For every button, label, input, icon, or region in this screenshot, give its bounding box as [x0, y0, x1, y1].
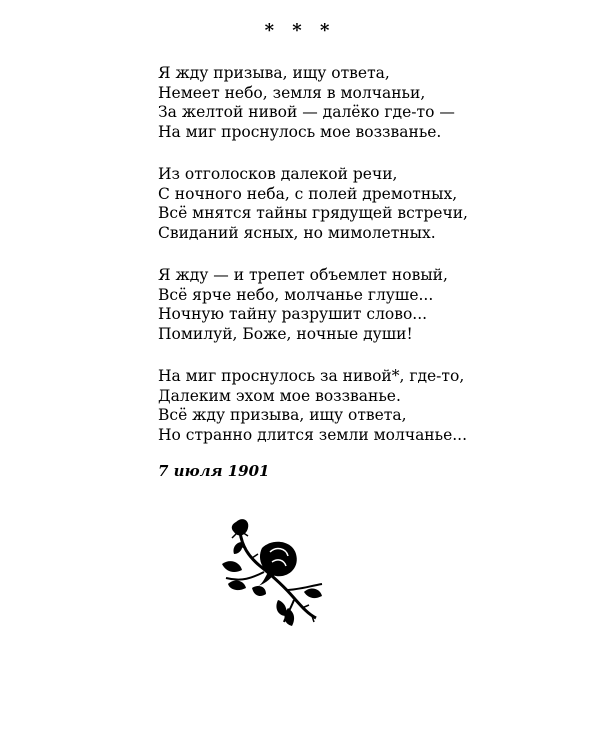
- poem-line: Немеет небо, земля в молчаньи,: [158, 83, 426, 102]
- poem-line: Всё ярче небо, молчанье глуше...: [158, 285, 434, 304]
- poem-line: С ночного неба, с полей дремотных,: [158, 184, 458, 203]
- rose-branch-icon: [212, 512, 332, 632]
- poem: [158, 64, 578, 481]
- poem-date: 7 июля 1901: [158, 462, 270, 480]
- stanza-1: [158, 64, 578, 142]
- stanza-4: [158, 367, 578, 445]
- poem-line: Ночную тайну разрушит слово...: [158, 305, 428, 323]
- poem-line: Я жду призыва, ищу ответа,: [158, 64, 390, 82]
- stanza-3: [158, 266, 578, 344]
- poem-line: Из отголосков далекой речи,: [158, 165, 398, 183]
- poem-line: Помилуй, Боже, ночные души!: [158, 324, 413, 343]
- poem-line: Свиданий ясных, но мимолетных.: [158, 223, 436, 242]
- stanza-2: [158, 165, 578, 243]
- poem-line: Я жду — и трепет объемлет новый,: [158, 266, 448, 284]
- poem-line: На миг проснулось мое воззванье.: [158, 122, 442, 141]
- section-separator: * * *: [264, 20, 336, 41]
- poem-line: Всё жду призыва, ищу ответа,: [158, 406, 407, 424]
- poem-line: Всё мнятся тайны грядущей встречи,: [158, 204, 468, 222]
- poem-line: За желтой нивой — далёко где-то —: [158, 103, 455, 121]
- poem-line: Но странно длится земли молчанье...: [158, 425, 468, 444]
- poem-line: На миг проснулось за нивой*, где-то,: [158, 367, 465, 385]
- poem-line: Далеким эхом мое воззванье.: [158, 386, 401, 405]
